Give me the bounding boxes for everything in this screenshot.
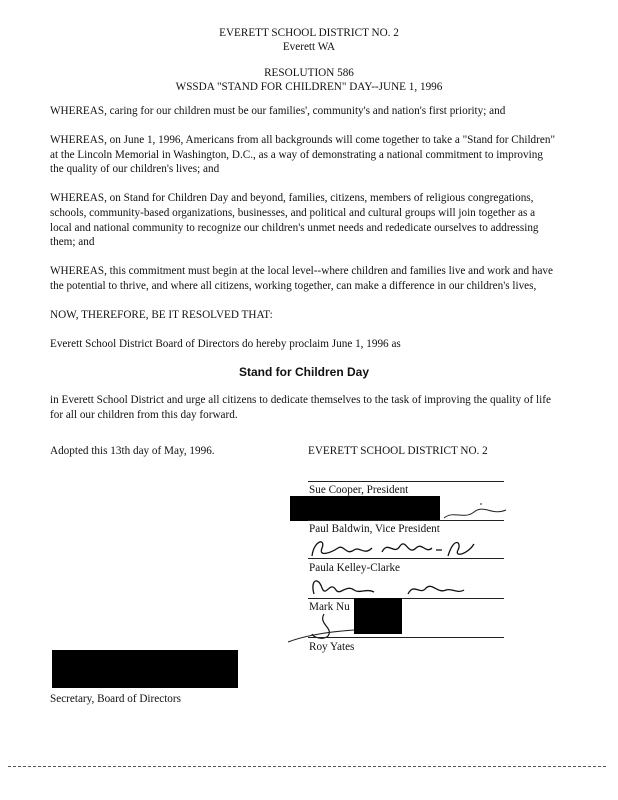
signer-name: Sue Cooper, President bbox=[309, 484, 409, 496]
signature-district-name: EVERETT SCHOOL DISTRICT NO. 2 bbox=[308, 445, 488, 457]
closing-paragraph: in Everett School District and urge all citizens to dedicate themselves to the task of improving the quality of life for all our children from this day forward. bbox=[50, 394, 551, 421]
scan-artifact-line bbox=[8, 766, 606, 767]
secretary-title: Secretary, Board of Directors bbox=[50, 693, 181, 705]
signature-line bbox=[308, 637, 504, 638]
district-name: EVERETT SCHOOL DISTRICT NO. 2 bbox=[219, 27, 399, 39]
signature-line bbox=[308, 481, 504, 482]
district-location: Everett WA bbox=[282, 41, 336, 53]
proclaim-statement: Everett School District Board of Directors do hereby proclaim June 1, 1996 as bbox=[50, 337, 401, 350]
adopted-date: Adopted this 13th day of May, 1996. bbox=[50, 445, 215, 457]
document-header bbox=[0, 26, 618, 94]
signer-name: Mark Nu bbox=[309, 601, 350, 613]
whereas-paragraph: WHEREAS, on Stand for Children Day and beyond, families, citizens, members of religious congregations, schools, community-based organizations, businesses, and political and cultural groups will join together as a local and national community to recognize our children's unmet needs and rededicate ourselves to addressing them; and bbox=[50, 192, 539, 249]
signer-name: Paula Kelley-Clarke bbox=[309, 562, 401, 574]
whereas-paragraph: WHEREAS, on June 1, 1996, Americans from all backgrounds will come together to take a "Stand for Children" at the Lincoln Memorial in Washington, D.C., as a way of demonstrating a national commitment to improving the quality of our children's lives; and bbox=[50, 133, 556, 176]
resolution-title: WSSDA "STAND FOR CHILDREN" DAY--JUNE 1, 1996 bbox=[175, 81, 443, 93]
redaction-block bbox=[52, 650, 238, 688]
redaction-block bbox=[290, 496, 440, 521]
resolution-number: RESOLUTION 586 bbox=[264, 67, 354, 79]
signer-name: Paul Baldwin, Vice President bbox=[309, 523, 440, 535]
signature-line bbox=[308, 520, 504, 521]
whereas-paragraph: WHEREAS, this commitment must begin at the local level--where children and families live and work and have the potential to thrive, and where all citizens, working together, can make a difference in our children's lives, bbox=[50, 265, 553, 293]
whereas-paragraph: WHEREAS, caring for our children must be our families', community's and nation's first priority; and bbox=[50, 105, 506, 117]
signature-line bbox=[308, 558, 504, 559]
signature-line bbox=[308, 598, 504, 599]
signer-name: Roy Yates bbox=[309, 641, 355, 653]
resolution-body bbox=[50, 104, 558, 437]
resolved-heading: NOW, THEREFORE, BE IT RESOLVED THAT: bbox=[50, 308, 273, 321]
proclamation-title: Stand for Children Day bbox=[238, 365, 369, 380]
